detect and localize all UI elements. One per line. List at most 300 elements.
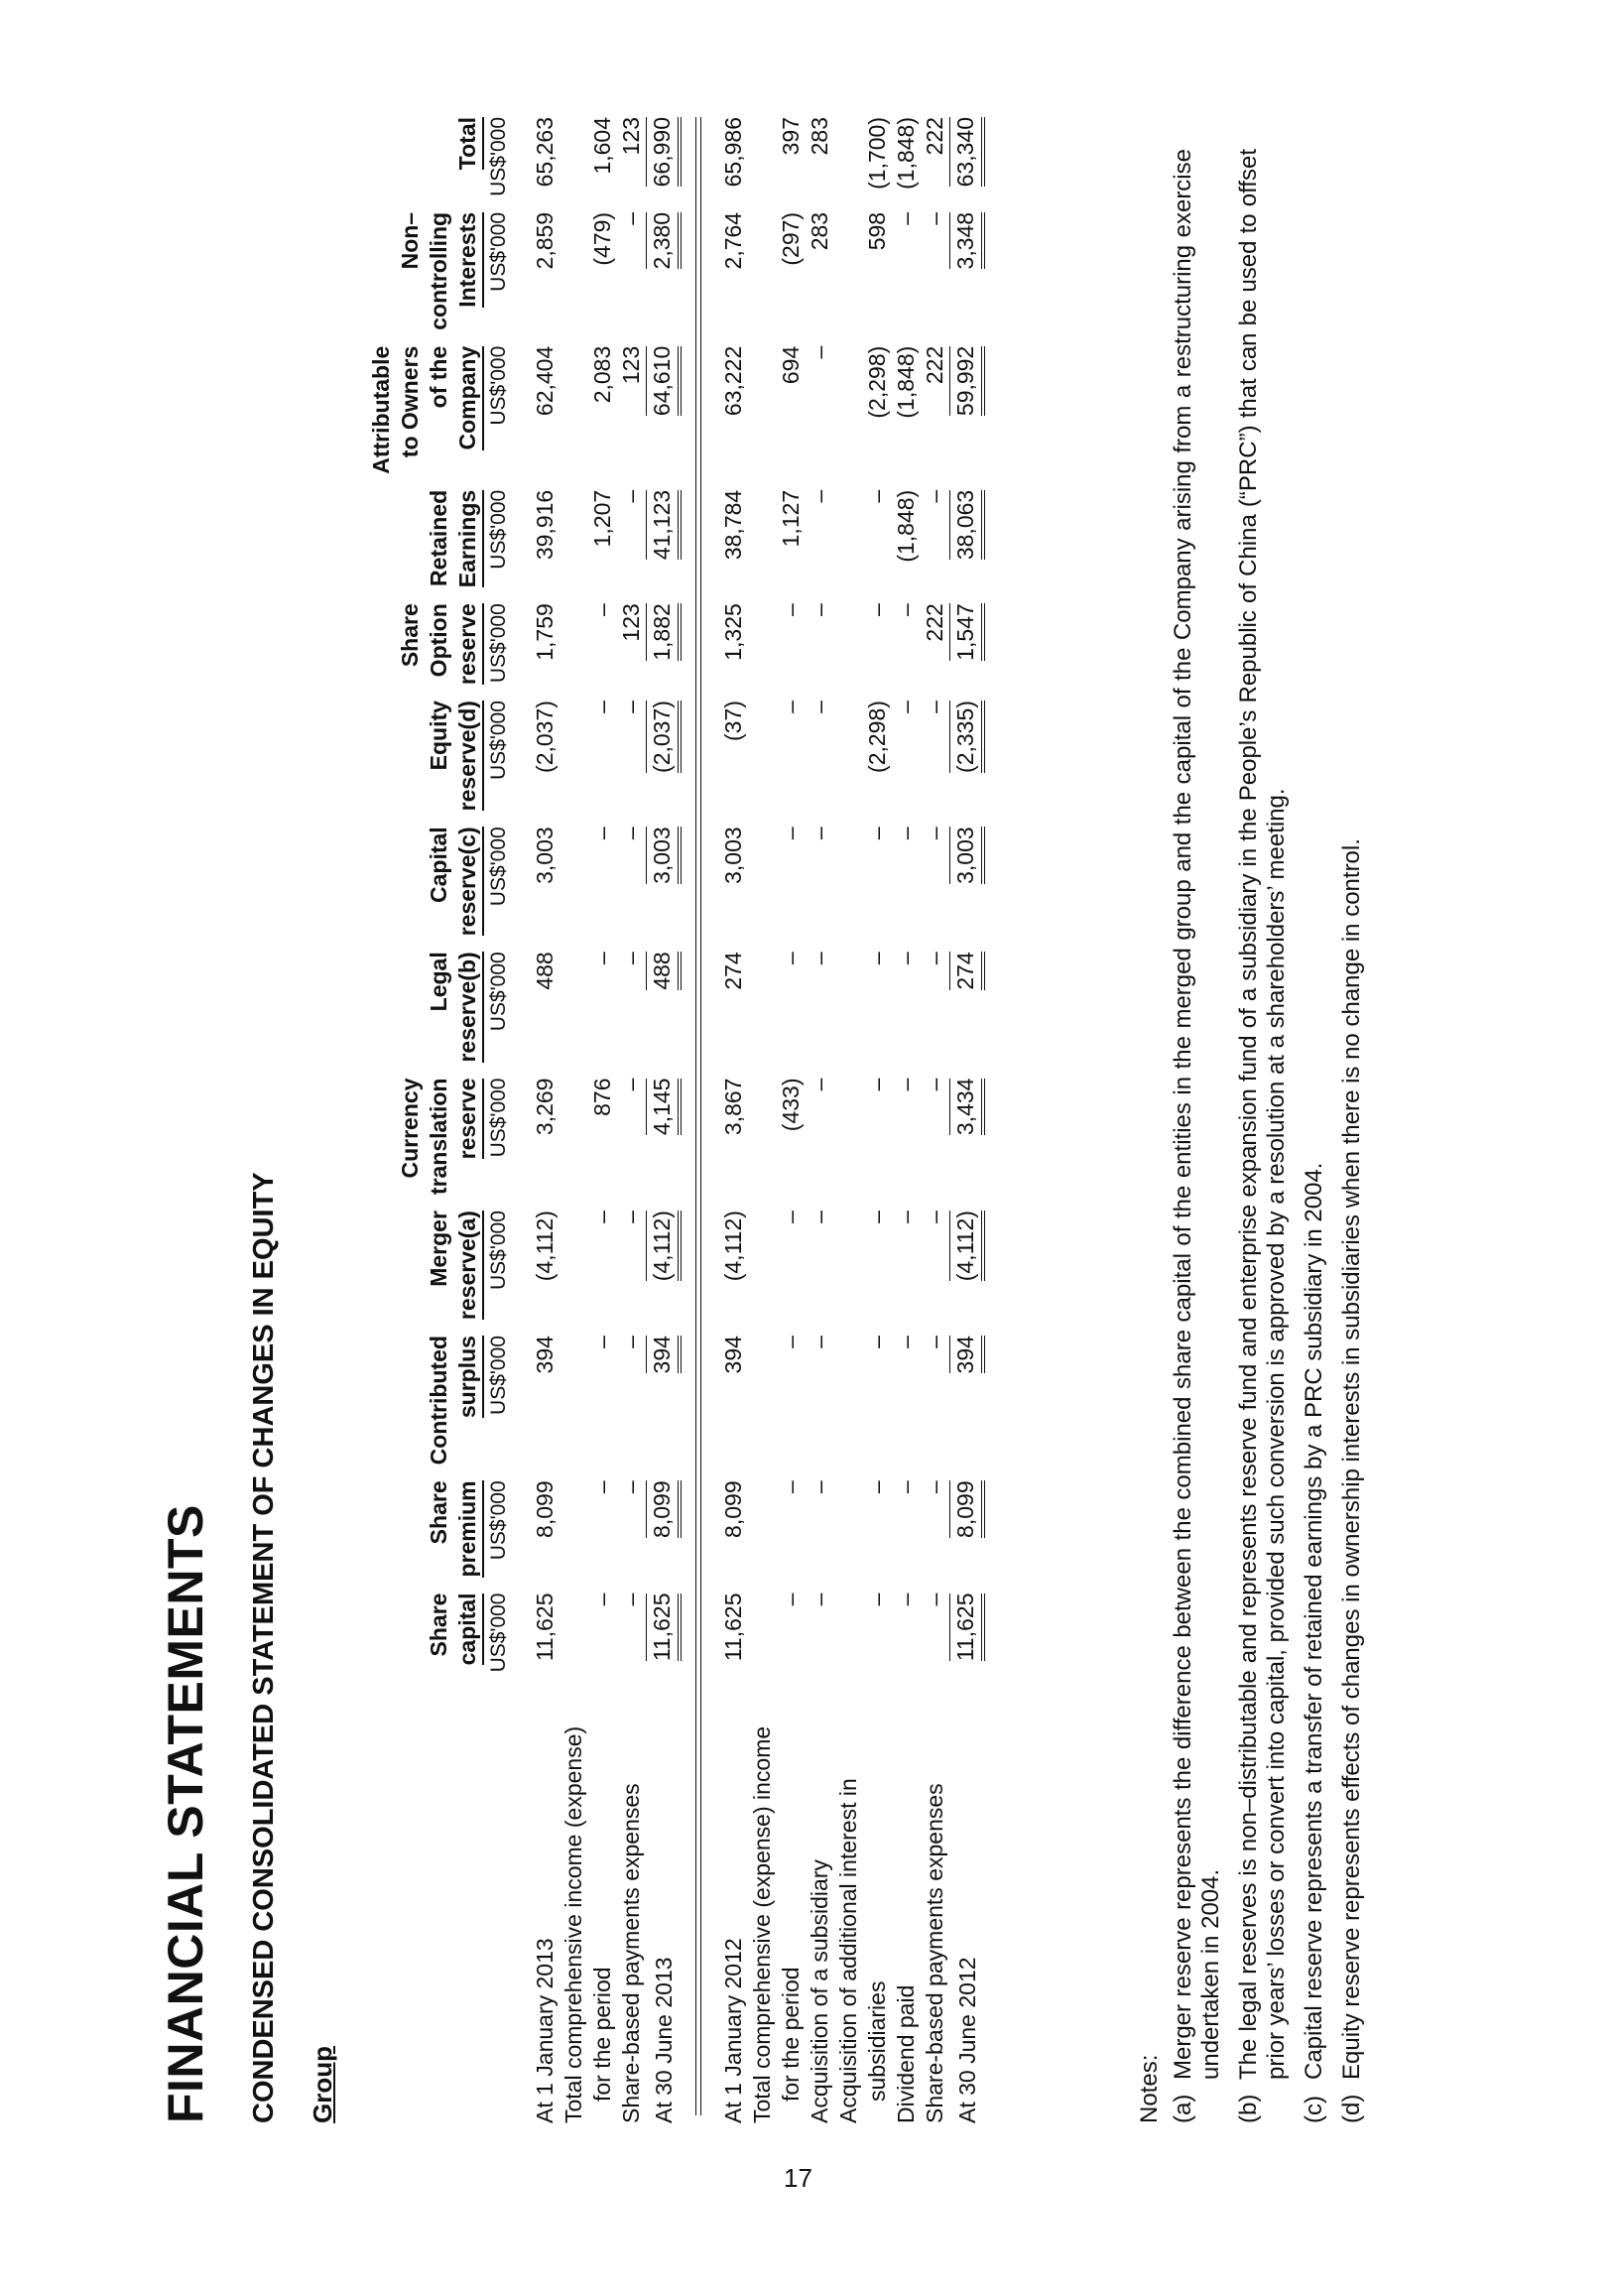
notes-heading: Notes: [1136, 2054, 1163, 2123]
value-cell: – [618, 1336, 644, 1348]
value-cell [834, 109, 863, 204]
column-header-underline: Interests [453, 212, 484, 308]
column-header [367, 1472, 484, 1585]
value-cell: – [864, 603, 890, 617]
value-cell [949, 109, 985, 204]
value-cell: – [807, 345, 832, 359]
value-cell: – [589, 827, 615, 840]
row-label: Acquisition of additional interest in [835, 1778, 861, 2123]
value-cell: – [807, 827, 832, 840]
value-cell: 222 [922, 117, 947, 156]
column-header-line [453, 1079, 484, 1196]
page-number: 17 [784, 2163, 812, 2193]
value-cell [949, 204, 985, 338]
value-cell: – [618, 827, 644, 840]
changes-in-equity-table [367, 109, 985, 2123]
column-header-line: Share [397, 603, 423, 668]
value-cell: 1,604 [589, 117, 615, 175]
column-header-underline: reserve [453, 1079, 484, 1160]
column-header-line: to Owners [397, 345, 423, 458]
value-cell [748, 482, 777, 595]
value-cell [834, 1071, 863, 1204]
spacer-row [513, 109, 531, 2123]
value-cell: – [778, 603, 804, 617]
unit-cell: US$'000 [487, 489, 510, 570]
column-header-line: Retained [426, 489, 451, 586]
value-cell: 283 [807, 117, 832, 156]
total-value: (4,112) [646, 1211, 682, 1281]
column-header-line [453, 1480, 484, 1577]
value-cell [834, 944, 863, 1070]
total-value: 4,145 [646, 1079, 682, 1136]
value-cell: – [778, 1211, 804, 1223]
note-text: The legal reserves is non–distributable and represents reserve fund and enterprise expansion fund of a subsidiary in the People’s Republic of China (“PRC”) that can be used to offset prior years’ losses or convert into capital, provided such conversion is approved by a resolution at a shareholders’ meeting. [1235, 149, 1290, 2080]
value-cell [646, 109, 682, 204]
column-header [367, 693, 484, 819]
value-cell [646, 1586, 682, 1681]
column-header [367, 204, 484, 338]
value-cell [748, 1328, 777, 1472]
value-cell: (1,848) [893, 345, 919, 419]
value-cell: 38,784 [720, 489, 746, 561]
total-value: 3,434 [949, 1079, 985, 1136]
value-cell [646, 944, 682, 1070]
value-cell: – [807, 603, 832, 617]
column-header [367, 819, 484, 944]
value-cell: – [893, 701, 919, 713]
value-cell [949, 1203, 985, 1328]
row-label: At 30 June 2013 [650, 1957, 677, 2123]
value-cell: 8,099 [532, 1480, 558, 1538]
column-header-line [453, 490, 484, 587]
value-cell: – [893, 952, 919, 965]
column-header-line [453, 1594, 484, 1673]
total-value: 3,348 [949, 212, 985, 270]
value-cell: (1,848) [893, 489, 919, 563]
row-label: Share-based payments expenses [922, 1783, 947, 2123]
column-header-underline: reserve(c) [453, 827, 484, 936]
value-cell: – [589, 952, 615, 965]
value-cell [646, 1071, 682, 1204]
value-cell [949, 338, 985, 482]
unit-cell: US$'000 [487, 1211, 510, 1290]
column-header [367, 1328, 484, 1472]
total-value: 66,990 [646, 117, 682, 187]
column-header-line [453, 1211, 484, 1320]
column-header-line: Contributed [426, 1336, 451, 1466]
value-cell: – [922, 211, 947, 225]
value-cell: 3,003 [720, 827, 746, 884]
column-header-line: Legal [426, 952, 451, 1012]
note-marker: (d) [1338, 2094, 1365, 2123]
value-cell: (2,298) [864, 345, 890, 419]
value-cell: – [589, 603, 615, 617]
value-cell: (4,112) [720, 1211, 746, 1282]
value-cell [560, 1071, 588, 1204]
column-header-line [453, 212, 484, 330]
column-header-underline: reserve(a) [453, 1211, 484, 1320]
row-label: for the period [778, 1967, 804, 2102]
value-cell [748, 109, 777, 204]
separator-cell [682, 109, 701, 2123]
total-row [949, 109, 985, 2123]
value-cell [560, 819, 588, 944]
unit-cell: US$'000 [487, 1336, 510, 1415]
value-cell [834, 1472, 863, 1585]
value-cell: – [922, 489, 947, 503]
column-header-line [453, 952, 484, 1062]
total-value: 38,063 [949, 490, 985, 560]
unit-cell: US$'000 [487, 701, 510, 780]
unit-cell: US$'000 [487, 827, 510, 907]
units-row [484, 109, 513, 2123]
value-cell: – [589, 701, 615, 713]
column-header-line [453, 827, 484, 936]
units-label-cell [484, 1680, 513, 2123]
value-cell: 2,083 [589, 345, 615, 404]
value-cell: – [922, 1593, 947, 1606]
value-cell: – [922, 1211, 947, 1223]
value-cell: – [893, 1211, 919, 1223]
column-header-line: of the [426, 345, 451, 409]
value-cell: – [807, 701, 832, 713]
total-value: 8,099 [646, 1480, 682, 1538]
value-cell: 2,764 [720, 211, 746, 270]
value-cell: 394 [720, 1336, 746, 1374]
column-header-line: Currency [397, 1078, 423, 1179]
table-row [806, 109, 834, 2123]
unit-cell: US$'000 [487, 952, 510, 1032]
unit-cell: US$'000 [487, 117, 510, 196]
value-cell [560, 482, 588, 595]
note-item [1338, 149, 1366, 2123]
table-row [834, 109, 863, 2123]
note-text: Merger reserve represents the difference between the combined share capital of the entities in the merged group and the capital of the Company arising from a restructuring exercise undertaken in 2004. [1170, 149, 1224, 2080]
note-marker: (a) [1170, 2094, 1196, 2123]
rows-2013 [513, 109, 682, 2123]
value-cell: – [864, 1480, 890, 1494]
value-cell [748, 338, 777, 482]
column-header [367, 109, 484, 204]
value-cell: – [807, 1480, 832, 1494]
column-header-line: Option [426, 603, 451, 678]
value-cell: (2,037) [532, 701, 558, 773]
value-cell [834, 1328, 863, 1472]
table-row [921, 109, 949, 2123]
value-cell: 11,625 [720, 1593, 746, 1662]
table-row [777, 109, 806, 2123]
unit-cell: US$'000 [487, 603, 510, 684]
note-item [1170, 149, 1225, 2123]
unit-cell: US$'000 [487, 345, 510, 426]
column-header-underline: Company [453, 346, 484, 450]
column-header [367, 1203, 484, 1328]
value-cell: – [807, 1336, 832, 1348]
value-cell [560, 1328, 588, 1472]
value-cell [646, 1328, 682, 1472]
column-header-line: Non– [397, 211, 423, 270]
value-cell [646, 1203, 682, 1328]
total-value: (2,037) [646, 701, 682, 773]
value-cell: 283 [807, 211, 832, 251]
statement-subtitle: CONDENSED CONSOLIDATED STATEMENT OF CHANGES IN EQUITY [248, 1172, 280, 2123]
value-cell: – [618, 489, 644, 503]
note-text: Capital reserve represents a transfer of retained earnings by a PRC subsidiary in 2004. [1301, 1162, 1327, 2080]
table-row [531, 109, 560, 2123]
value-cell: – [589, 1593, 615, 1606]
value-cell [646, 1472, 682, 1585]
value-cell: – [864, 827, 890, 840]
table-row [863, 109, 892, 2123]
value-cell: – [864, 1078, 890, 1091]
total-value: 3,003 [646, 827, 682, 884]
value-cell [560, 944, 588, 1070]
statement-sheet [139, 99, 1389, 2123]
rows-2012 [701, 109, 985, 2123]
table-row [892, 109, 921, 2123]
value-cell [748, 595, 777, 693]
column-header-line: Attributable [368, 345, 394, 474]
value-cell [949, 482, 985, 595]
value-cell: – [922, 701, 947, 713]
value-cell [748, 944, 777, 1070]
page-title: FINANCIAL STATEMENTS [158, 1504, 213, 2123]
column-header-line [453, 117, 484, 196]
value-cell [748, 1071, 777, 1204]
value-cell [560, 204, 588, 338]
total-value: 394 [646, 1336, 682, 1373]
value-cell [560, 109, 588, 204]
total-value: 64,610 [646, 346, 682, 416]
value-cell [560, 1203, 588, 1328]
value-cell: (297) [778, 211, 804, 266]
column-header [367, 338, 484, 482]
value-cell: – [589, 1336, 615, 1348]
value-cell: – [618, 1078, 644, 1091]
total-value: 11,625 [646, 1594, 682, 1662]
value-cell: 2,859 [532, 211, 558, 270]
note-text: Equity reserve represents effects of changes in ownership interests in subsidiaries when there is no change in control. [1338, 838, 1365, 2080]
value-cell: – [778, 1593, 804, 1606]
value-cell: 65,986 [720, 117, 746, 188]
unit-cell: US$'000 [487, 1593, 510, 1673]
column-header-underline: reserve(b) [453, 952, 484, 1062]
total-row [646, 109, 682, 2123]
column-header [367, 482, 484, 595]
spacer-cell [701, 109, 719, 2123]
value-cell [949, 1328, 985, 1472]
value-cell: – [778, 1336, 804, 1348]
value-cell: (37) [720, 701, 746, 741]
spacer-cell [513, 109, 531, 2123]
value-cell: 123 [618, 117, 644, 156]
row-label: At 30 June 2012 [953, 1957, 980, 2123]
value-cell [949, 1071, 985, 1204]
total-value: (4,112) [949, 1211, 985, 1281]
row-label: for the period [589, 1967, 615, 2102]
value-cell [748, 204, 777, 338]
row-label: Total comprehensive income (expense) [560, 1725, 586, 2123]
value-cell: – [618, 211, 644, 225]
value-cell [834, 338, 863, 482]
value-cell: – [893, 827, 919, 840]
note-item [1235, 149, 1291, 2123]
column-header-line [453, 603, 484, 685]
column-header-underline: surplus [453, 1336, 484, 1418]
value-cell: – [618, 952, 644, 965]
value-cell: 3,867 [720, 1078, 746, 1136]
value-cell: – [864, 1211, 890, 1223]
column-header-underline: Earnings [453, 490, 484, 587]
value-cell: 1,207 [589, 489, 615, 548]
value-cell: 62,404 [532, 345, 558, 417]
value-cell: – [922, 952, 947, 965]
value-cell [834, 595, 863, 693]
total-value: 11,625 [949, 1594, 985, 1662]
column-header-underline: capital [453, 1594, 484, 1666]
value-cell: (1,848) [893, 117, 919, 190]
value-cell: – [618, 1211, 644, 1223]
value-cell: 3,003 [532, 827, 558, 884]
value-cell [646, 595, 682, 693]
column-header [367, 944, 484, 1070]
value-cell: – [893, 603, 919, 617]
value-cell [748, 1203, 777, 1328]
column-header-line: Share [426, 1480, 451, 1545]
section-heading-group: Group [308, 2046, 337, 2123]
row-label: Share-based payments expenses [618, 1783, 644, 2123]
value-cell [646, 338, 682, 482]
value-cell: (4,112) [532, 1211, 558, 1282]
value-cell [949, 1472, 985, 1585]
note-item [1301, 149, 1328, 2123]
value-cell [949, 693, 985, 819]
value-cell [560, 1472, 588, 1585]
column-header-line: Capital [426, 827, 451, 903]
value-cell: – [807, 489, 832, 503]
value-cell: – [893, 1480, 919, 1494]
value-cell: – [893, 1078, 919, 1091]
value-cell [748, 1472, 777, 1585]
total-value: 2,380 [646, 212, 682, 270]
value-cell: – [807, 1593, 832, 1606]
value-cell [834, 1203, 863, 1328]
total-value: 1,547 [949, 603, 985, 661]
value-cell: 1,325 [720, 603, 746, 661]
unit-cell: US$'000 [487, 1078, 510, 1158]
value-cell: 222 [922, 345, 947, 385]
value-cell: – [922, 1336, 947, 1348]
value-cell: – [807, 1078, 832, 1091]
value-cell: – [893, 1593, 919, 1606]
column-header-row [367, 109, 484, 2123]
column-header-underline: reserve(d) [453, 701, 484, 811]
table-row [617, 109, 646, 2123]
value-cell: – [864, 952, 890, 965]
value-cell: – [618, 1593, 644, 1606]
row-label: At 1 January 2013 [532, 1938, 558, 2123]
value-cell [748, 693, 777, 819]
row-label: subsidiaries [864, 1980, 890, 2102]
value-cell [748, 1586, 777, 1681]
column-header-underline: premium [453, 1480, 484, 1577]
value-cell: – [893, 211, 919, 225]
value-cell [949, 1586, 985, 1681]
value-cell: 11,625 [532, 1593, 558, 1662]
value-cell: 8,099 [720, 1480, 746, 1538]
value-cell: – [807, 1211, 832, 1223]
value-cell: – [618, 701, 644, 713]
note-marker: (b) [1235, 2094, 1262, 2123]
table-row [588, 109, 617, 2123]
table-row [560, 109, 588, 2123]
column-header-line [453, 346, 484, 474]
unit-cell: US$'000 [487, 211, 510, 292]
value-cell: – [589, 1211, 615, 1223]
value-cell: – [893, 1336, 919, 1348]
spacer-row [701, 109, 719, 2123]
value-cell: 1,759 [532, 603, 558, 661]
table-row [719, 109, 748, 2123]
column-header [367, 1586, 484, 1681]
column-header [367, 595, 484, 693]
value-cell: 488 [532, 952, 558, 990]
value-cell: 123 [618, 603, 644, 642]
value-cell [560, 693, 588, 819]
total-value: 63,340 [949, 117, 985, 187]
value-cell: (433) [778, 1078, 804, 1132]
value-cell: (1,700) [864, 117, 890, 190]
value-cell: 65,263 [532, 117, 558, 188]
value-cell: – [922, 827, 947, 840]
value-cell [646, 693, 682, 819]
total-value: 3,003 [949, 827, 985, 884]
value-cell [646, 482, 682, 595]
column-header-line: Equity [426, 701, 451, 771]
value-cell [560, 1586, 588, 1681]
total-value: 394 [949, 1336, 985, 1373]
value-cell [949, 944, 985, 1070]
value-cell [646, 204, 682, 338]
column-header-underline: reserve [453, 603, 484, 685]
table-row [748, 109, 777, 2123]
total-value: 1,882 [646, 603, 682, 661]
value-cell: – [922, 1078, 947, 1091]
value-cell: 222 [922, 603, 947, 642]
value-cell [949, 819, 985, 944]
column-header-line [453, 1336, 484, 1465]
value-cell [646, 819, 682, 944]
value-cell: – [778, 1480, 804, 1494]
value-cell [834, 1586, 863, 1681]
value-cell: – [778, 827, 804, 840]
column-header-line [453, 701, 484, 811]
value-cell [834, 204, 863, 338]
value-cell [560, 595, 588, 693]
value-cell: – [778, 701, 804, 713]
unit-cell: US$'000 [487, 1480, 510, 1561]
row-label-header [367, 1680, 484, 2123]
value-cell: – [618, 1480, 644, 1494]
notes-section [1136, 149, 1376, 2123]
total-value: (2,335) [949, 701, 985, 773]
value-cell: 598 [864, 211, 890, 251]
note-marker: (c) [1301, 2096, 1327, 2123]
column-header-line: controlling [426, 211, 451, 330]
value-cell: 694 [778, 345, 804, 385]
value-cell: – [864, 1593, 890, 1606]
value-cell: – [864, 489, 890, 503]
